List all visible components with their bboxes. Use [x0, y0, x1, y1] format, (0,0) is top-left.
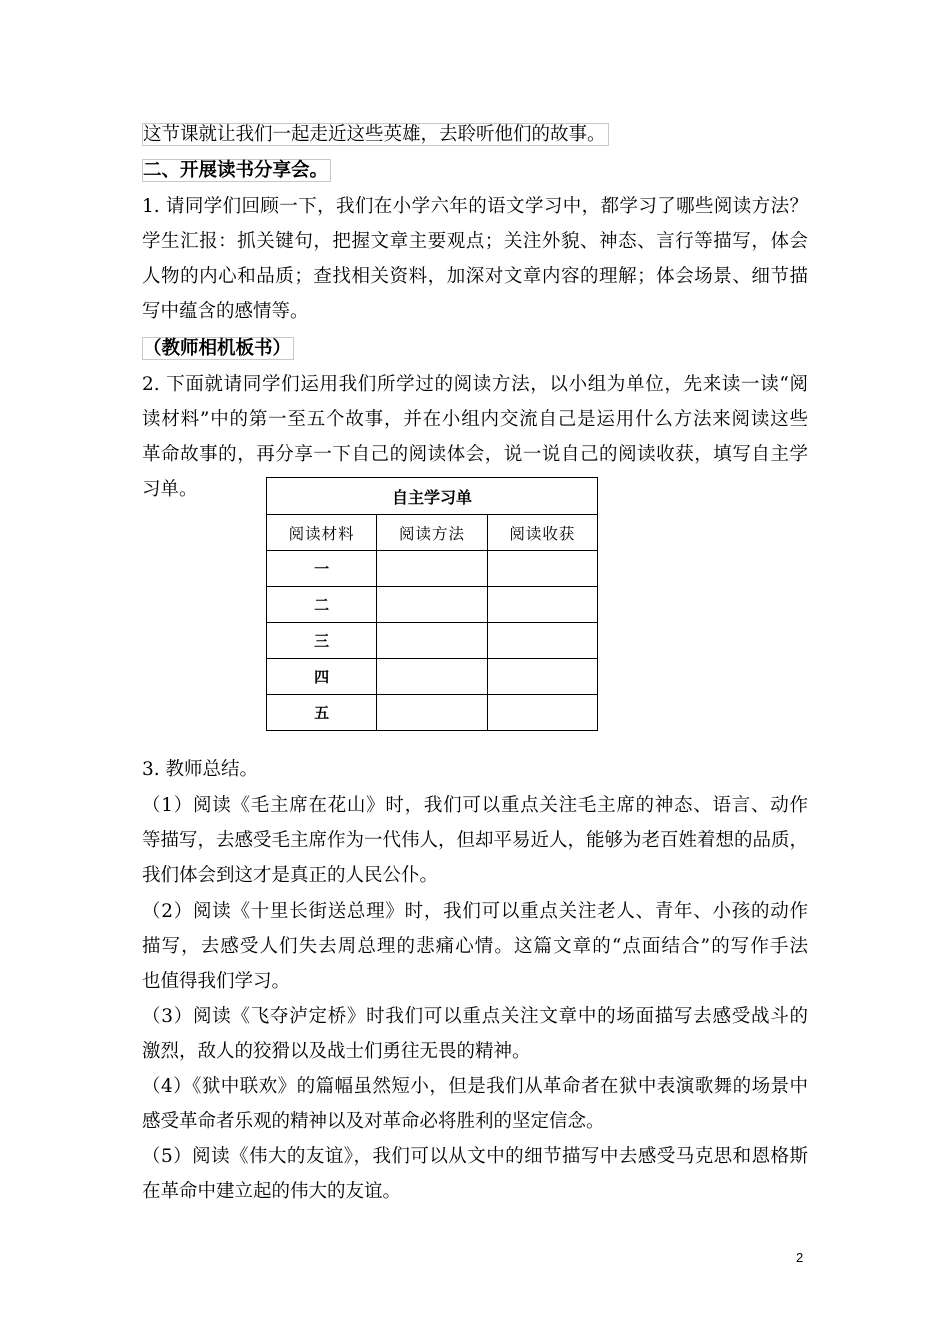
- row-label: 五: [267, 695, 377, 731]
- item2-line: 革命故事的，再分享一下自己的阅读体会，说一说自己的阅读收获，填写自主学: [142, 444, 808, 465]
- table-row: [267, 695, 598, 731]
- page-number: 2: [796, 1250, 804, 1265]
- item2-line: 读材料”中的第一至五个故事，并在小组内交流自己是运用什么方法来阅读这些: [142, 409, 808, 430]
- table-row: [267, 587, 598, 623]
- gain-cell: [487, 659, 597, 695]
- item1-line: 人物的内心和品质；查找相关资料，加深对文章内容的理解；体会场景、细节描: [142, 266, 808, 287]
- summary-line: 激烈，敌人的狡猾以及战士们勇往无畏的精神。: [142, 1041, 531, 1062]
- table-row: [267, 551, 598, 587]
- row-label: 二: [267, 587, 377, 623]
- summary-line: 我们体会到这才是真正的人民公仆。: [142, 865, 439, 886]
- item1-line: 学生汇报：抓关键句，把握文章主要观点；关注外貌、神态、言行等描写，体会: [142, 231, 808, 252]
- gain-cell: [487, 623, 597, 659]
- item1-line: 1. 请同学们回顾一下，我们在小学六年的语文学习中，都学习了哪些阅读方法？: [142, 196, 808, 217]
- summary-line: 等描写，去感受毛主席作为一代伟人，但却平易近人，能够为老百姓着想的品质，: [142, 830, 809, 851]
- method-cell: [377, 695, 487, 731]
- summary-line: （4）《狱中联欢》的篇幅虽然短小，但是我们从革命者在狱中表演歌舞的场景中: [142, 1076, 808, 1097]
- method-cell: [377, 659, 487, 695]
- row-label: 四: [267, 659, 377, 695]
- method-cell: [377, 551, 487, 587]
- summary-line: 描写，去感受人们失去周总理的悲痛心情。这篇文章的“点面结合”的写作手法: [142, 936, 808, 957]
- section-heading: [142, 153, 808, 188]
- summary-line: 感受革命者乐观的精神以及对革命必将胜利的坚定信念。: [142, 1111, 605, 1132]
- table-row: [267, 659, 598, 695]
- row-label: 一: [267, 551, 377, 587]
- summary-line: 也值得我们学习。: [142, 971, 291, 992]
- study-sheet-title: 自主学习单: [267, 478, 598, 515]
- summary-line: （1）阅读《毛主席在花山》时，我们可以重点关注毛主席的神态、语言、动作: [142, 795, 808, 816]
- method-cell: [377, 587, 487, 623]
- intro-line: 这节课就让我们一起走近这些英雄，去聆听他们的故事。: [142, 123, 609, 146]
- section2-heading: 二、开展读书分享会。: [142, 159, 331, 182]
- summary-line: 在革命中建立起的伟大的友谊。: [142, 1181, 402, 1202]
- header-material: 阅读材料: [267, 515, 377, 551]
- gain-cell: [487, 695, 597, 731]
- summary-5: [142, 1139, 808, 1209]
- header-method: 阅读方法: [377, 515, 487, 551]
- gain-cell: [487, 551, 597, 587]
- board-note: （教师相机板书）: [142, 337, 294, 360]
- summary-2: [142, 894, 808, 999]
- gain-cell: [487, 587, 597, 623]
- summary-4: [142, 1069, 808, 1139]
- item3-heading-paragraph: [142, 752, 808, 787]
- item1-line: 写中蕴含的感情等。: [142, 301, 309, 322]
- method-cell: [377, 623, 487, 659]
- summary-line: （5）阅读《伟大的友谊》，我们可以从文中的细节描写中去感受马克思和恩格斯: [142, 1146, 808, 1167]
- summary-3: [142, 999, 808, 1069]
- summary-1: [142, 788, 808, 893]
- item3-heading: 3. 教师总结。: [142, 759, 259, 780]
- header-gain: 阅读收获: [487, 515, 597, 551]
- item2-line: 2. 下面就请同学们运用我们所学过的阅读方法，以小组为单位，先来读一读“阅: [142, 374, 808, 395]
- table-row: [267, 623, 598, 659]
- intro-paragraph: [142, 117, 808, 152]
- study-sheet-table: [266, 477, 598, 731]
- item2-line: 习单。: [142, 479, 198, 500]
- board-note-paragraph: [142, 331, 808, 366]
- row-label: 三: [267, 623, 377, 659]
- summary-line: （3）阅读《飞夺泸定桥》时我们可以重点关注文章中的场面描写去感受战斗的: [142, 1006, 808, 1027]
- item1-paragraph: [142, 189, 808, 329]
- summary-line: （2）阅读《十里长街送总理》时，我们可以重点关注老人、青年、小孩的动作: [142, 901, 808, 922]
